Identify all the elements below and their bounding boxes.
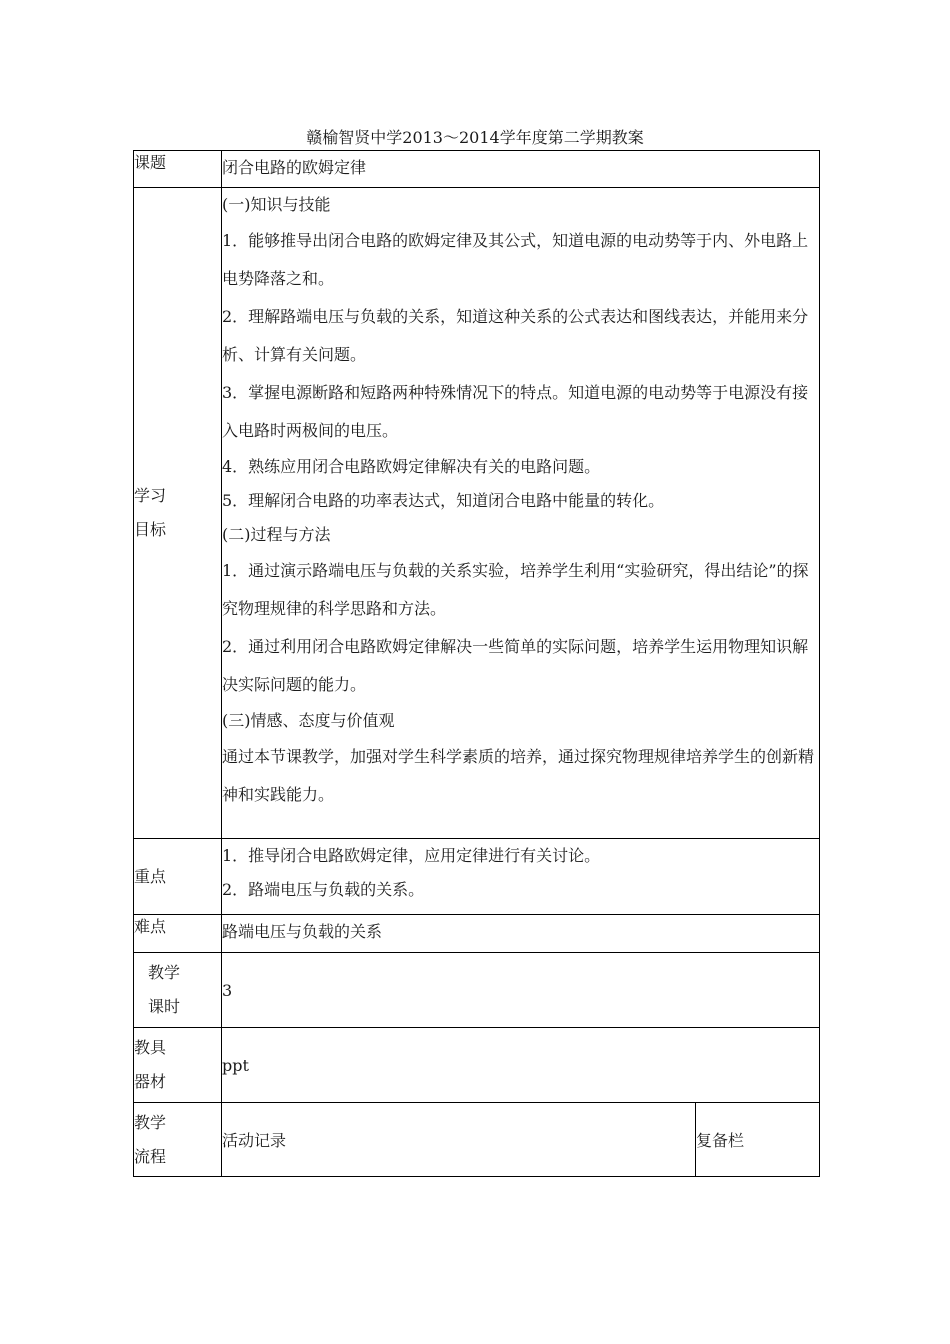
topic-label: 课题: [134, 151, 222, 188]
key-points-row: [134, 839, 820, 915]
tools-value: ppt: [222, 1028, 820, 1103]
key-point-item: 1．推导闭合电路欧姆定律，应用定律进行有关讨论。: [222, 846, 601, 865]
document-title: 赣榆智贤中学2013～2014学年度第二学期教案: [306, 128, 644, 147]
section-process-title: (二)过程与方法: [222, 525, 331, 544]
difficulty-label: 难点: [134, 915, 222, 953]
key-points-label: 重点: [134, 839, 222, 915]
objectives-label-line1: 学习: [134, 486, 167, 505]
flow-activity-header: 活动记录: [222, 1103, 696, 1177]
key-point-item: 2．路端电压与负载的关系。: [222, 880, 425, 899]
objective-item: 2．理解路端电压与负载的关系，知道这种关系的公式表达和图线表达，并能用来分析、计算有关问题。: [222, 307, 809, 364]
hours-row: [134, 953, 820, 1028]
hours-label-line2: 课时: [148, 997, 181, 1016]
objectives-row: [134, 188, 820, 839]
objective-item: 2．通过利用闭合电路欧姆定律解决一些简单的实际问题，培养学生运用物理知识解决实际问题的能力。: [222, 637, 809, 694]
objectives-content: [222, 188, 820, 839]
objectives-label-line2: 目标: [134, 520, 167, 539]
flow-review-header: 复备栏: [696, 1103, 820, 1177]
objective-item: 3．掌握电源断路和短路两种特殊情况下的特点。知道电源的电动势等于电源没有接入电路时两极间的电压。: [222, 383, 809, 440]
objective-item: 1．能够推导出闭合电路的欧姆定律及其公式，知道电源的电动势等于内、外电路上电势降落之和。: [222, 231, 809, 288]
difficulty-value: 路端电压与负载的关系: [222, 915, 820, 953]
topic-value: 闭合电路的欧姆定律: [222, 151, 820, 188]
hours-label: [134, 953, 222, 1028]
section-values-title: (三)情感、态度与价值观: [222, 711, 395, 730]
objectives-label: [134, 188, 222, 839]
objective-item: 5．理解闭合电路的功率表达式，知道闭合电路中能量的转化。: [222, 491, 665, 510]
tools-label-line2: 器材: [134, 1072, 167, 1091]
difficulty-row: [134, 915, 820, 953]
section-knowledge-title: (一)知识与技能: [222, 195, 331, 214]
flow-row: [134, 1103, 820, 1177]
flow-label-line1: 教学: [134, 1112, 167, 1132]
tools-label: [134, 1028, 222, 1103]
key-points-content: [222, 839, 820, 915]
objective-item: 1．通过演示路端电压与负载的关系实验，培养学生利用“实验研究，得出结论”的探究物理规律的科学思路和方法。: [222, 561, 809, 618]
hours-value: 3: [222, 953, 820, 1028]
objective-item: 通过本节课教学，加强对学生科学素质的培养，通过探究物理规律培养学生的创新精神和实践能力。: [222, 747, 815, 804]
flow-label-line2: 流程: [134, 1146, 167, 1166]
tools-label-line1: 教具: [134, 1038, 167, 1057]
hours-label-line1: 教学: [148, 963, 181, 982]
topic-row: [134, 151, 820, 188]
flow-label: [134, 1103, 222, 1177]
objective-item: 4．熟练应用闭合电路欧姆定律解决有关的电路问题。: [222, 457, 601, 476]
lesson-plan-table: [133, 150, 820, 1177]
tools-row: [134, 1028, 820, 1103]
